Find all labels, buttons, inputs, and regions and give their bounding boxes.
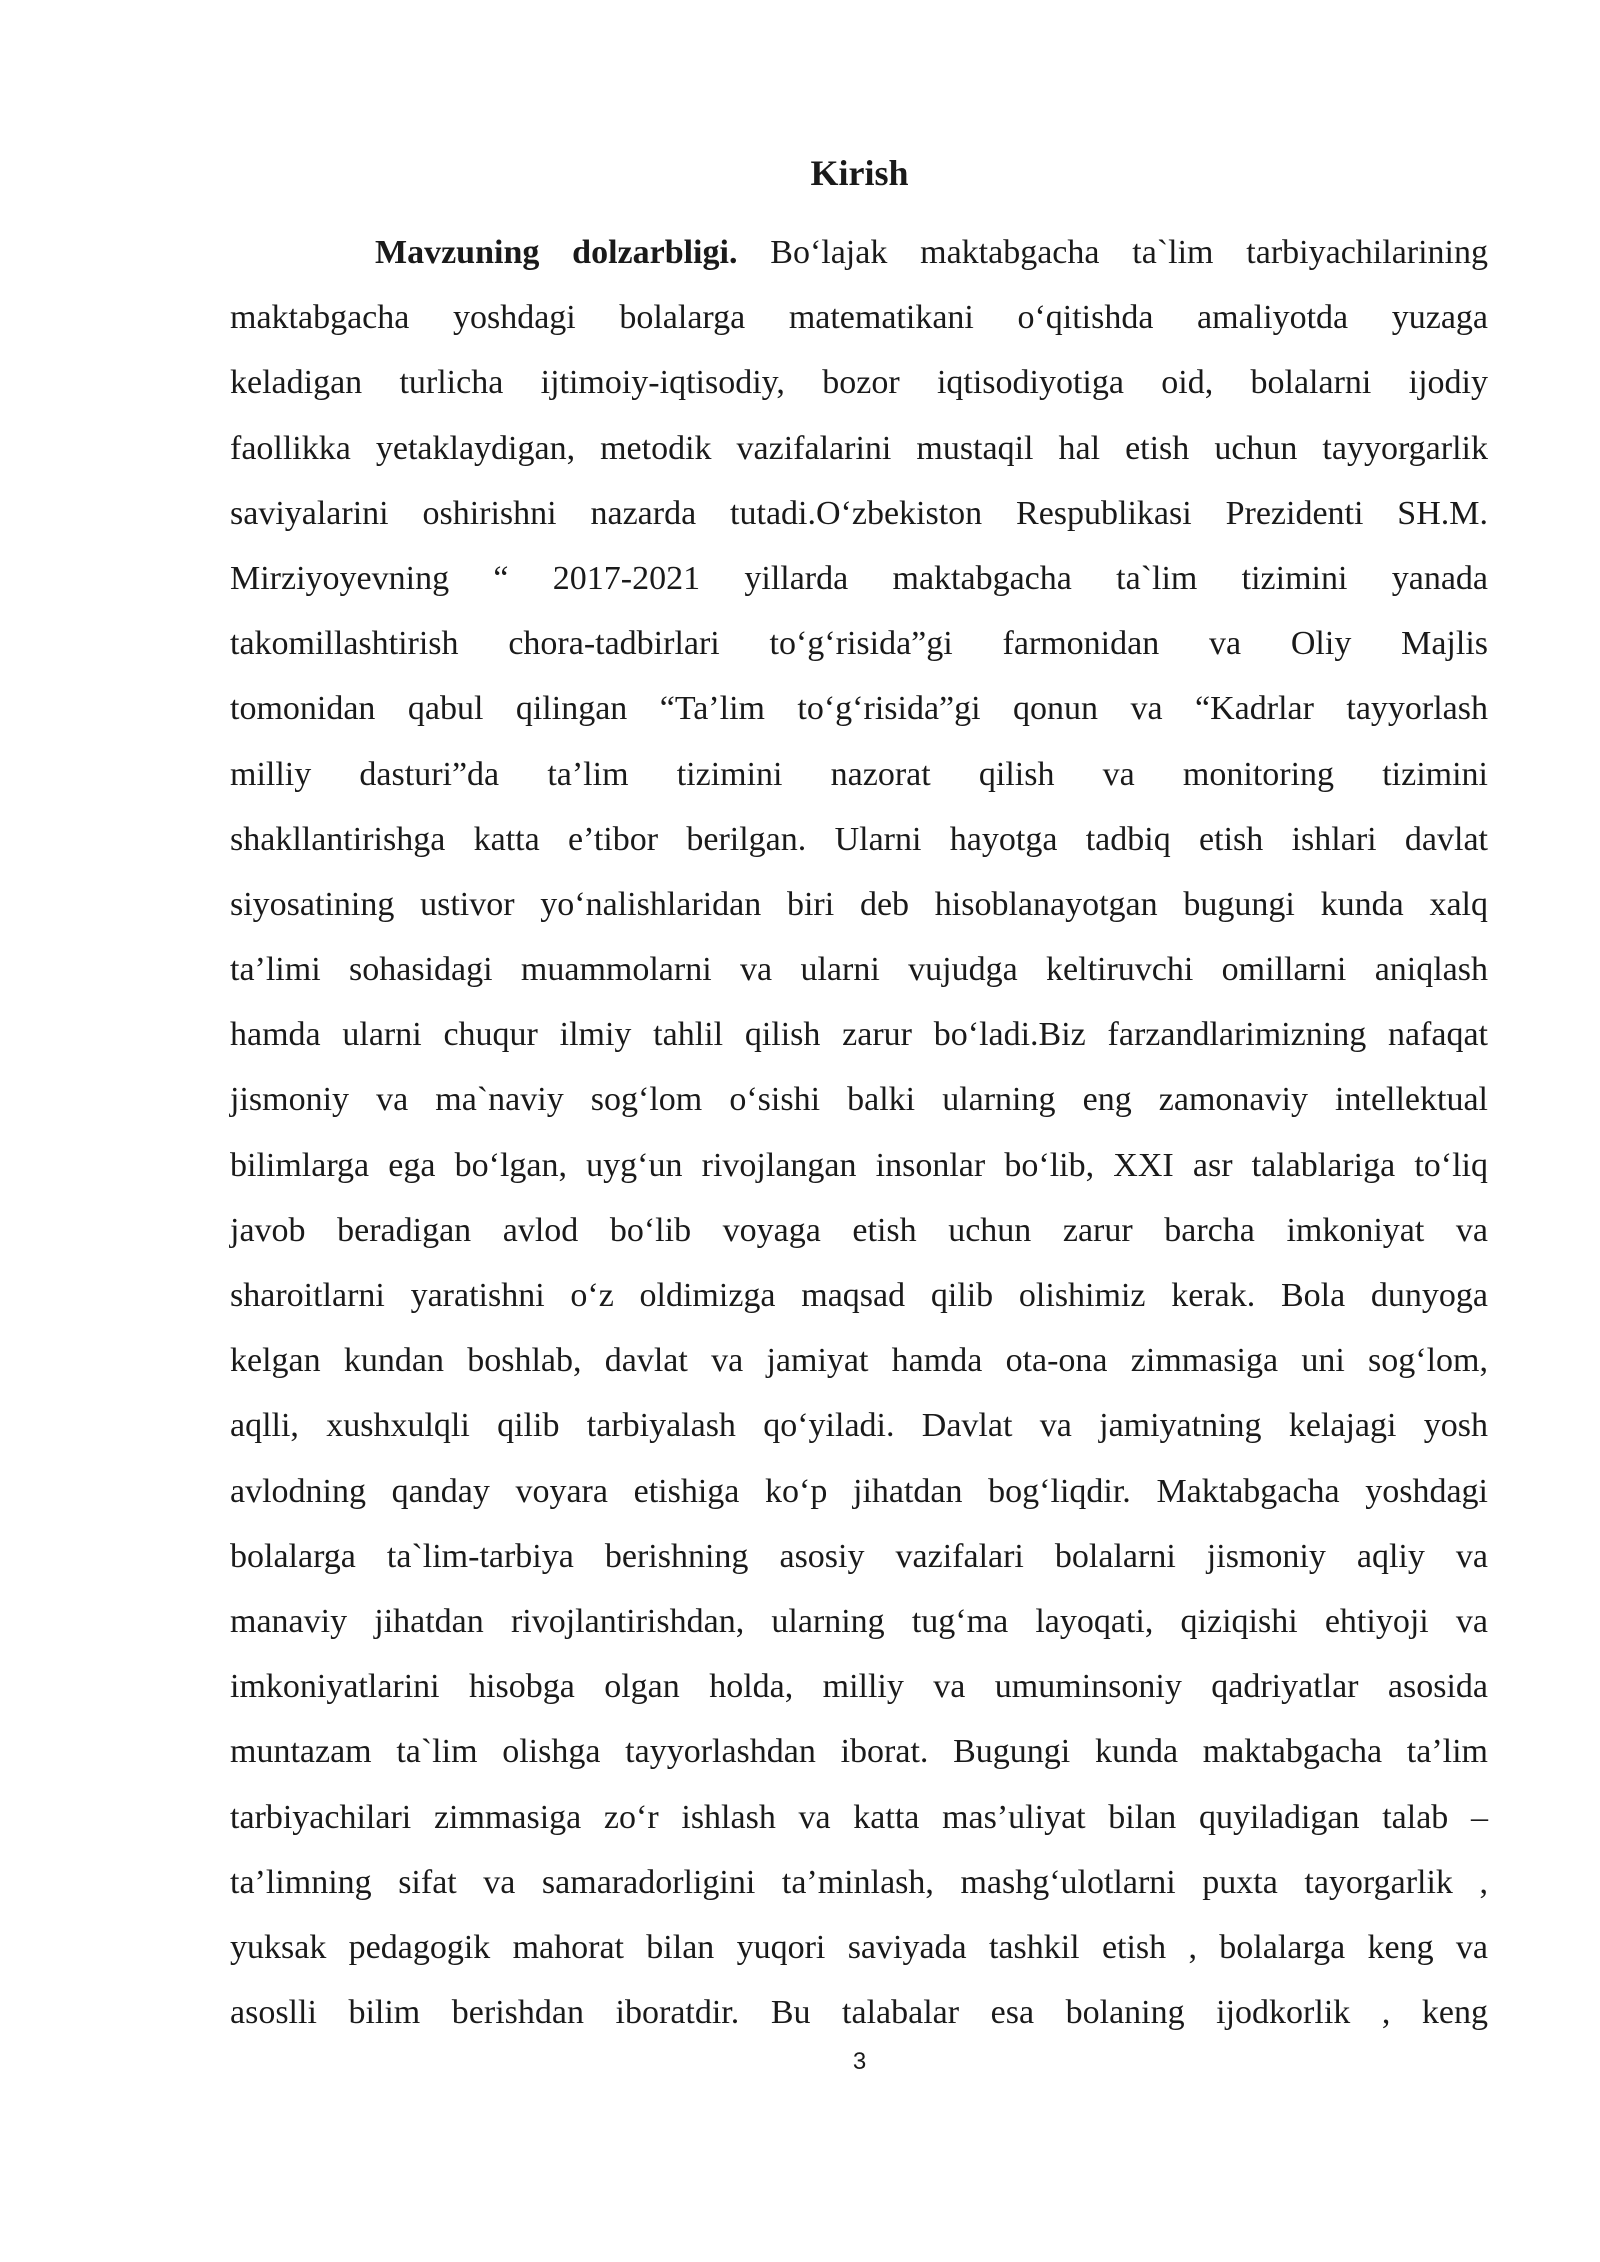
paragraph-line: shakllantirishga katta e’tibor berilgan. Ularni hayotga tadbiq etish ishlari davlat [230,820,1488,858]
paragraph-line: milliy dasturi”da ta’lim tizimini nazorat qilish va monitoring tizimini [230,755,1488,793]
paragraph-line: ta’limning sifat va samaradorligini ta’minlash, mashg‘ulotlarni puxta tayorgarlik , [230,1863,1488,1901]
paragraph-line: aqlli, xushxulqli qilib tarbiyalash qo‘yiladi. Davlat va jamiyatning kelajagi yosh [230,1407,1488,1445]
paragraph-line: imkoniyatlarini hisobga olgan holda, milliy va umuminsoniy qadriyatlar asosida [230,1668,1488,1706]
paragraph-line: siyosatining ustivor yo‘nalishlaridan biri deb hisoblanayotgan bugungi kunda xalq [230,885,1488,923]
paragraph-line: sharoitlarni yaratishni o‘z oldimizga maqsad qilib olishimiz kerak. Bola dunyoga [230,1277,1488,1314]
paragraph-line: avlodning qanday voyara etishiga ko‘p jihatdan bog‘liqdir. Maktabgacha yoshdagi [230,1472,1488,1510]
section-heading: Kirish [810,153,909,193]
paragraph-line: takomillashtirish chora-tadbirlari to‘g‘risida”gi farmonidan va Oliy Majlis [230,625,1488,663]
paragraph-line: javob beradigan avlod bo‘lib voyaga etish uchun zarur barcha imkoniyat va [230,1211,1488,1249]
paragraph-line: manaviy jihatdan rivojlantirishdan, ularning tug‘ma layoqati, qiziqishi ehtiyoji va [230,1602,1488,1640]
paragraph-line: maktabgacha yoshdagi bolalarga matematikani o‘qitishda amaliyotda yuzaga [230,299,1488,337]
paragraph-line-text: Bo‘lajak maktabgacha ta`lim tarbiyachilarining [737,234,1488,271]
paragraph-line: muntazam ta`lim olishga tayyorlashdan iborat. Bugungi kunda maktabgacha ta’lim [230,1733,1488,1771]
paragraph-line: Mirziyoyevning “ 2017-2021 yillarda maktabgacha ta`lim tizimini yanada [230,559,1488,597]
paragraph-line: tarbiyachilari zimmasiga zo‘r ishlash va katta mas’uliyat bilan quyiladigan talab – [230,1798,1488,1836]
paragraph-line: keladigan turlicha ijtimoiy-iqtisodiy, bozor iqtisodiyotiga oid, bolalarni ijodiy [230,364,1488,402]
paragraph-line: hamda ularni chuqur ilmiy tahlil qilish zarur bo‘ladi.Biz farzandlarimizning nafaqat [230,1016,1488,1054]
page-number: 3 [852,2048,867,2075]
paragraph-line: kelgan kundan boshlab, davlat va jamiyat hamda ota-ona zimmasiga uni sog‘lom, [230,1342,1488,1380]
paragraph-line: saviyalarini oshirishni nazarda tutadi.O‘zbekiston Respublikasi Prezidenti SH.M. [230,494,1488,532]
body-paragraph [230,220,1488,2045]
paragraph-line: bolalarga ta`lim-tarbiya berishning asosiy vazifalari bolalarni jismoniy aqliy va [230,1537,1488,1575]
paragraph-line: jismoniy va ma`naviy sog‘lom o‘sishi balki ularning eng zamonaviy intellektual [230,1081,1488,1119]
paragraph-line: ta’limi sohasidagi muammolarni va ularni vujudga keltiruvchi omillarni aniqlash [230,951,1488,989]
paragraph-line: bilimlarga ega bo‘lgan, uyg‘un rivojlangan insonlar bo‘lib, XXI asr talablariga to‘liq [230,1146,1488,1184]
paragraph-lead: Mavzuning dolzarbligi. [375,234,738,271]
paragraph-line [230,220,1488,285]
paragraph-line: yuksak pedagogik mahorat bilan yuqori saviyada tashkil etish , bolalarga keng va [230,1928,1488,1966]
paragraph-line: asoslli bilim berishdan iboratdir. Bu talabalar esa bolaning ijodkorlik , keng [230,1994,1488,2032]
paragraph-line: faollikka yetaklaydigan, metodik vazifalarini mustaqil hal etish uchun tayyorgarlik [230,429,1488,467]
paragraph-line: tomonidan qabul qilingan “Ta’lim to‘g‘risida”gi qonun va “Kadrlar tayyorlash [230,690,1488,728]
